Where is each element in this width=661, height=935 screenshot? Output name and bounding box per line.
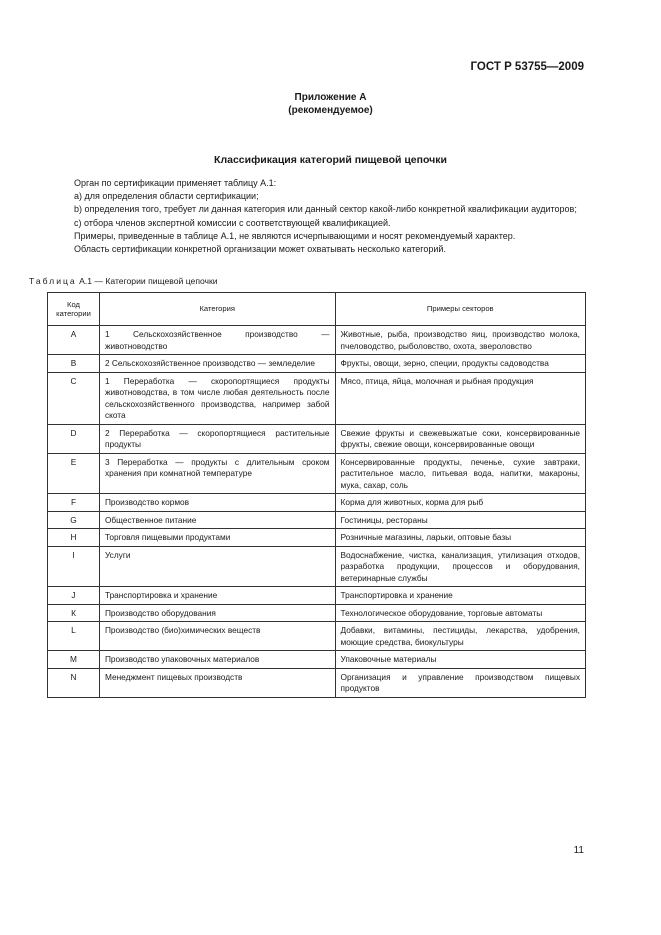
- table-caption-text: А.1 — Категории пищевой цепочки: [76, 276, 218, 286]
- table-row: [48, 453, 586, 494]
- table-caption: [29, 276, 218, 286]
- sector-examples: Организация и управление производством пищевых продуктов: [335, 668, 585, 697]
- table-row: [48, 529, 586, 547]
- sector-examples: Технологическое оборудование, торговые автоматы: [335, 604, 585, 622]
- sector-examples: Корма для животных, корма для рыб: [335, 494, 585, 512]
- sector-examples: Упаковочные материалы: [335, 651, 585, 669]
- annex-subtitle: (рекомендуемое): [288, 105, 373, 116]
- sector-examples: Водоснабжение, чистка, канализация, утилизация отходов, разработка продукции, процессов и оборудования, ветеринарные службы: [335, 546, 585, 587]
- table-header-row: [48, 293, 586, 326]
- category-code: L: [48, 622, 100, 651]
- category-name: Менеджмент пищевых производств: [99, 668, 335, 697]
- table-row: [48, 622, 586, 651]
- section-heading: Классификация категорий пищевой цепочки: [214, 154, 447, 166]
- table-row: [48, 424, 586, 453]
- table-row: [48, 372, 586, 424]
- sector-examples: Добавки, витамины, пестициды, лекарства, удобрения, моющие средства, биокультуры: [335, 622, 585, 651]
- category-code: Е: [48, 453, 100, 494]
- page-number: 11: [573, 845, 584, 856]
- category-code: М: [48, 651, 100, 669]
- category-name: Производство упаковочных материалов: [99, 651, 335, 669]
- sector-examples: Гостиницы, рестораны: [335, 511, 585, 529]
- intro-paragraph: Примеры, приведенные в таблице А.1, не являются исчерпывающими и носят рекомендуемый характер.: [74, 230, 516, 241]
- intro-text: [29, 177, 589, 256]
- category-code: N: [48, 668, 100, 697]
- table-row: [48, 587, 586, 605]
- category-name: 2 Сельскохозяйственное производство — земледелие: [99, 355, 335, 373]
- category-code: А: [48, 326, 100, 355]
- standard-number: ГОСТ Р 53755—2009: [470, 61, 584, 73]
- table-row: [48, 604, 586, 622]
- sector-examples: Розничные магазины, ларьки, оптовые базы: [335, 529, 585, 547]
- intro-paragraph: c) отбора членов экспертной комиссии с соответствующей квалификацией.: [74, 217, 391, 228]
- table-row: [48, 326, 586, 355]
- category-name: 1 Переработка — скоропортящиеся продукты животноводства, в том числе любая деятельность после сельскохозяйственного производства, например забой скота: [99, 372, 335, 424]
- intro-paragraph: a) для определения области сертификации;: [74, 191, 259, 202]
- table-row: [48, 651, 586, 669]
- category-code: F: [48, 494, 100, 512]
- sector-examples: Свежие фрукты и свежевыжатые соки, консервированные фрукты, свежие овощи, консервированные овощи: [335, 424, 585, 453]
- intro-paragraph: b) определения того, требует ли данная категория или данный сектор какой-либо конкретной квалификации аудиторов;: [74, 204, 577, 215]
- category-name: 1 Сельскохозяйственное производство — животноводство: [99, 326, 335, 355]
- column-header-code: Код категории: [48, 293, 100, 326]
- category-name: Производство (био)химических веществ: [99, 622, 335, 651]
- table-caption-label: Таблица: [29, 276, 77, 286]
- sector-examples: Мясо, птица, яйца, молочная и рыбная продукция: [335, 372, 585, 424]
- categories-table: [47, 292, 586, 698]
- sector-examples: Консервированные продукты, печенье, сухие завтраки, растительное масло, питьевая вода, напитки, макароны, мука, сахар, соль: [335, 453, 585, 494]
- category-name: 2 Переработка — скоропортящиеся растительные продукты: [99, 424, 335, 453]
- sector-examples: Животные, рыба, производство яиц, производство молока, пчеловодство, рыболовство, охота, звероловство: [335, 326, 585, 355]
- table-row: [48, 511, 586, 529]
- category-code: В: [48, 355, 100, 373]
- category-code: I: [48, 546, 100, 587]
- table-row: [48, 546, 586, 587]
- category-code: J: [48, 587, 100, 605]
- table-row: [48, 668, 586, 697]
- table-row: [48, 355, 586, 373]
- category-name: Транспортировка и хранение: [99, 587, 335, 605]
- column-header-category: Категория: [99, 293, 335, 326]
- sector-examples: Транспортировка и хранение: [335, 587, 585, 605]
- category-name: 3 Переработка — продукты с длительным сроком хранения при комнатной температуре: [99, 453, 335, 494]
- category-code: D: [48, 424, 100, 453]
- category-code: К: [48, 604, 100, 622]
- category-name: Общественное питание: [99, 511, 335, 529]
- category-name: Торговля пищевыми продуктами: [99, 529, 335, 547]
- table-row: [48, 494, 586, 512]
- category-name: Производство кормов: [99, 494, 335, 512]
- sector-examples: Фрукты, овощи, зерно, специи, продукты садоводства: [335, 355, 585, 373]
- column-header-examples: Примеры секторов: [335, 293, 585, 326]
- category-code: С: [48, 372, 100, 424]
- category-code: Н: [48, 529, 100, 547]
- intro-paragraph: Область сертификации конкретной организации может охватывать несколько категорий.: [74, 244, 446, 255]
- category-name: Производство оборудования: [99, 604, 335, 622]
- category-code: G: [48, 511, 100, 529]
- annex-title: Приложение А: [294, 92, 367, 103]
- intro-paragraph: Орган по сертификации применяет таблицу А.1:: [74, 178, 277, 188]
- category-name: Услуги: [99, 546, 335, 587]
